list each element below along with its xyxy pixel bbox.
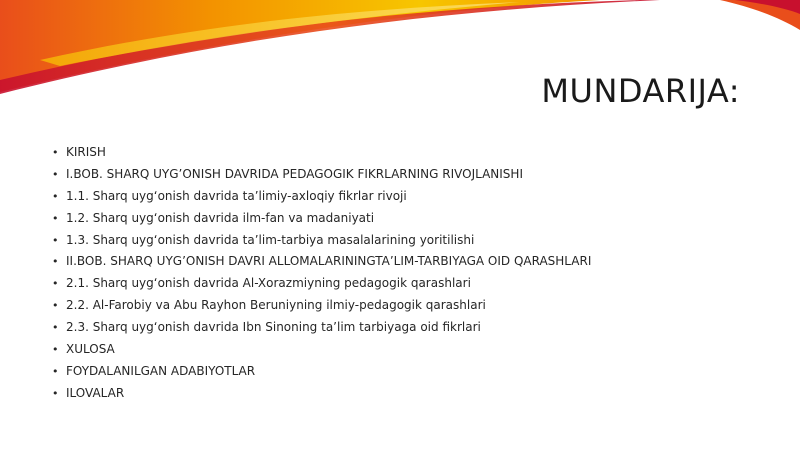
bullet-icon: • [52, 146, 59, 159]
table-of-contents [52, 142, 752, 405]
slide-title: MUNDARIJA: [541, 72, 740, 110]
toc-item-label: FOYDALANILGAN ADABIYOTLAR [66, 363, 256, 378]
toc-item-1-1 [52, 186, 752, 208]
toc-item-label: XULOSA [66, 342, 115, 357]
toc-item-label: 2.1. Sharq uyg‘onish davrida Al-Xorazmiyning pedagogik qarashlari [66, 276, 471, 291]
toc-item-1-2 [52, 208, 752, 230]
toc-item-label: 2.2. Al-Farobiy va Abu Rayhon Beruniyning ilmiy-pedagogik qarashlari [66, 298, 486, 313]
bullet-icon: • [52, 189, 59, 203]
swoosh-band-warm [0, 0, 600, 92]
toc-item-adabiyotlar [52, 361, 752, 383]
bullet-icon: • [52, 386, 59, 400]
toc-item-kirish [52, 142, 752, 164]
toc-item-2-2 [52, 295, 752, 317]
bullet-icon: • [52, 343, 59, 357]
toc-item-label: ILOVALAR [66, 385, 125, 400]
toc-item-label: 1.1. Sharq uyg‘onish davrida ta’limiy-axloqiy fikrlar rivoji [66, 188, 407, 203]
bullet-icon: • [52, 321, 59, 335]
bullet-icon: • [52, 233, 59, 247]
toc-item-2-3 [52, 317, 752, 339]
toc-item-label: 1.2. Sharq uyg‘onish davrida ilm-fan va madaniyati [66, 210, 375, 225]
toc-item-xulosa [52, 339, 752, 361]
bullet-icon: • [52, 277, 59, 291]
toc-item-ilovalar [52, 383, 752, 405]
toc-item-label: 1.3. Sharq uyg‘onish davrida ta’lim-tarbiya masalalarining yoritilishi [66, 232, 475, 247]
toc-item-chapter-2 [52, 251, 752, 273]
bullet-icon: • [52, 299, 59, 313]
bullet-icon: • [52, 167, 59, 181]
toc-item-label: I.BOB. SHARQ UYG’ONISH DAVRIDA PEDAGOGIK FIKRLARNING RIVOJLANISHI [66, 166, 523, 181]
bullet-icon: • [52, 364, 59, 378]
bullet-icon: • [52, 211, 59, 225]
toc-item-1-3 [52, 230, 752, 252]
bullet-icon: • [52, 255, 59, 269]
toc-item-chapter-1 [52, 164, 752, 186]
toc-item-2-1 [52, 273, 752, 295]
toc-item-label: II.BOB. SHARQ UYG’ONISH DAVRI ALLOMALARININGTA’LIM-TARBIYAGA OID QARASHLARI [66, 254, 592, 269]
toc-item-label: 2.3. Sharq uyg‘onish davrida Ibn Sinoning ta’lim tarbiyaga oid fikrlari [66, 320, 481, 335]
toc-item-label: KIRISH [66, 145, 106, 159]
